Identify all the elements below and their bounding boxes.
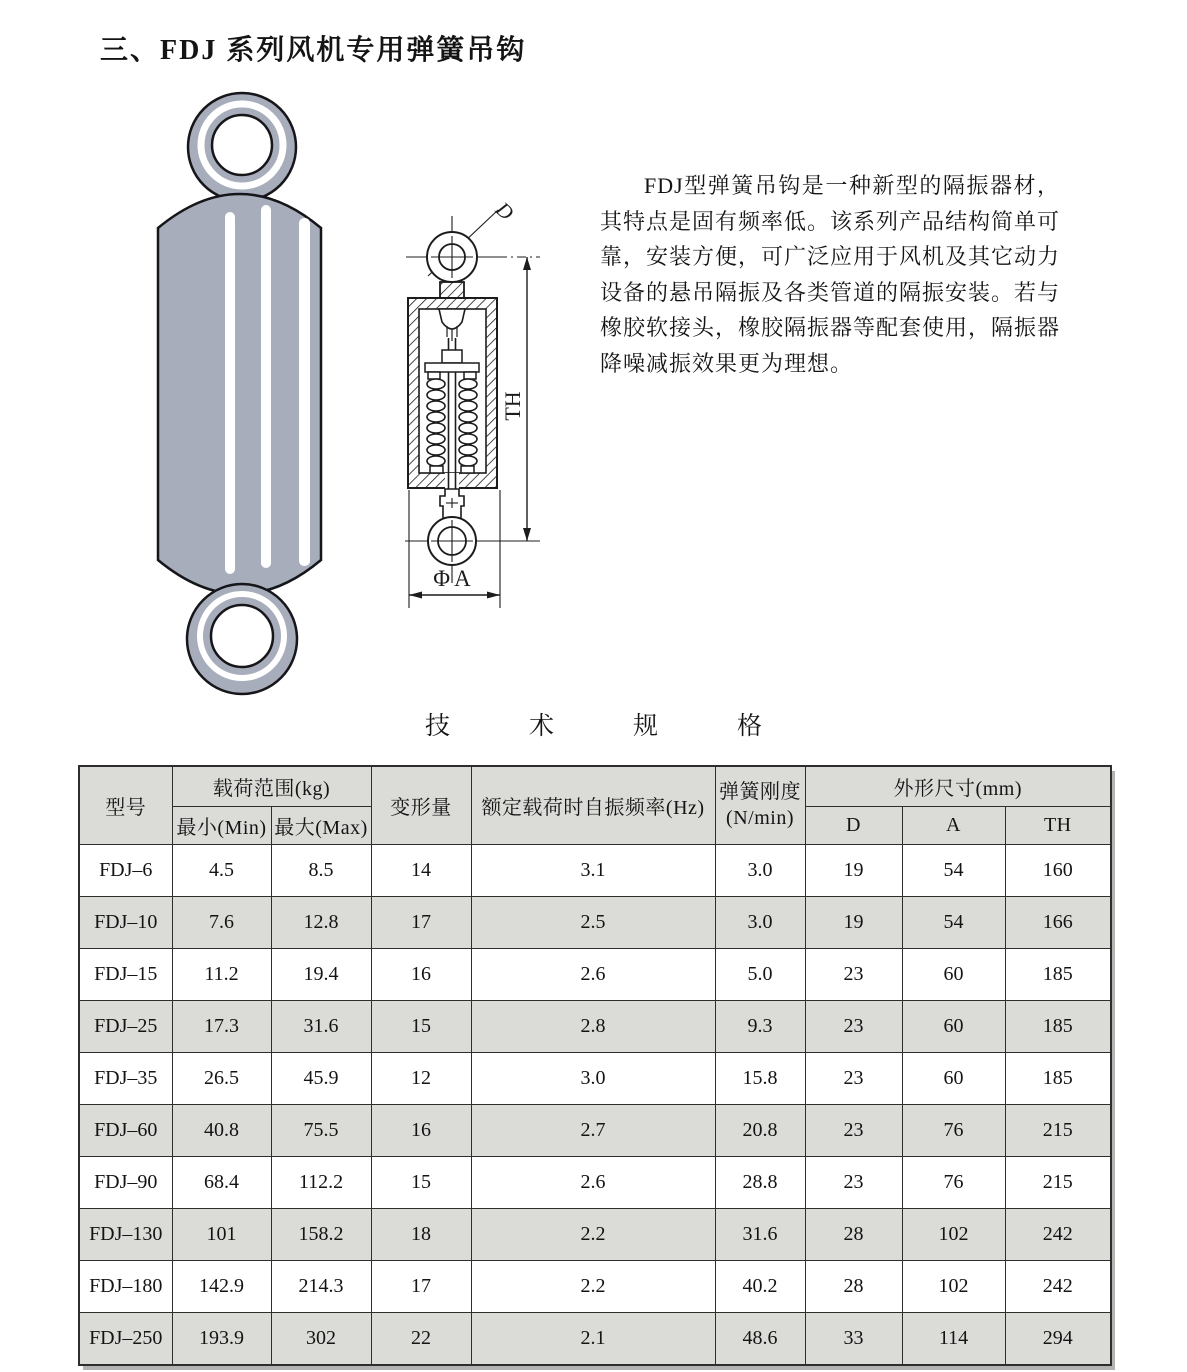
table-cell: 114 <box>902 1312 1005 1365</box>
table-cell: 302 <box>271 1312 371 1365</box>
table-cell: 22 <box>371 1312 471 1365</box>
table-cell: 15 <box>371 1000 471 1052</box>
table-cell: 2.8 <box>471 1000 715 1052</box>
bottom-eye-ring <box>187 584 297 694</box>
table-cell: 75.5 <box>271 1104 371 1156</box>
header-stiffness-line2: (N/min) <box>726 807 794 830</box>
header-load-range: 载荷范围(kg) <box>172 766 371 806</box>
table-cell: 8.5 <box>271 844 371 896</box>
table-cell: 214.3 <box>271 1260 371 1312</box>
table-row <box>79 1156 1111 1208</box>
table-cell: FDJ–25 <box>79 1000 172 1052</box>
table-cell: 20.8 <box>715 1104 805 1156</box>
table-cell: 215 <box>1005 1156 1111 1208</box>
table-cell: 102 <box>902 1260 1005 1312</box>
table-cell: 23 <box>805 1104 902 1156</box>
table-cell: 17 <box>371 1260 471 1312</box>
table-cell: 54 <box>902 844 1005 896</box>
header-stiffness-line1: 弹簧刚度 <box>719 781 802 804</box>
bottom-shank <box>440 489 464 519</box>
table-cell: 48.6 <box>715 1312 805 1365</box>
table-cell: 19 <box>805 896 902 948</box>
product-description: FDJ型弹簧吊钩是一种新型的隔振器材，其特点是固有频率低。该系列产品结构简单可靠，安装方便，可广泛应用于风机及其它动力设备的悬吊隔振及各类管道的隔振安装。若与橡胶软接头，橡胶隔振器等配套使用，隔振器降噪减振效果更为理想。 <box>600 173 1061 376</box>
table-cell: 160 <box>1005 844 1111 896</box>
header-model: 型号 <box>79 766 172 844</box>
table-row <box>79 948 1111 1000</box>
table-cell: 14 <box>371 844 471 896</box>
table-cell: 11.2 <box>172 948 271 1000</box>
table-row <box>79 1104 1111 1156</box>
table-cell: 193.9 <box>172 1312 271 1365</box>
table-cell: 2.2 <box>471 1260 715 1312</box>
table-row <box>79 1000 1111 1052</box>
table-cell: 45.9 <box>271 1052 371 1104</box>
table-cell: 112.2 <box>271 1156 371 1208</box>
table-cell: FDJ–180 <box>79 1260 172 1312</box>
table-cell: 76 <box>902 1104 1005 1156</box>
dimension-th <box>500 257 531 541</box>
table-cell: 19.4 <box>271 948 371 1000</box>
table-cell: 5.0 <box>715 948 805 1000</box>
table-cell: 60 <box>902 1000 1005 1052</box>
table-cell: 15.8 <box>715 1052 805 1104</box>
table-cell: 19 <box>805 844 902 896</box>
table-cell: 15 <box>371 1156 471 1208</box>
table-cell: FDJ–250 <box>79 1312 172 1365</box>
table-cell: 12.8 <box>271 896 371 948</box>
page-title: 三、FDJ 系列风机专用弹簧吊钩 <box>100 35 527 66</box>
table-cell: 60 <box>902 948 1005 1000</box>
table-cell: 18 <box>371 1208 471 1260</box>
phi-a-label: ΦA <box>433 566 475 591</box>
table-cell: 23 <box>805 948 902 1000</box>
table-cell: 215 <box>1005 1104 1111 1156</box>
table-cell: 68.4 <box>172 1156 271 1208</box>
table-cell: 16 <box>371 948 471 1000</box>
table-cell: 40.2 <box>715 1260 805 1312</box>
table-cell: 54 <box>902 896 1005 948</box>
table-cell: FDJ–6 <box>79 844 172 896</box>
table-row <box>79 1260 1111 1312</box>
table-cell: 7.6 <box>172 896 271 948</box>
table-cell: 142.9 <box>172 1260 271 1312</box>
table-cell: 2.5 <box>471 896 715 948</box>
table-cell: 2.1 <box>471 1312 715 1365</box>
table-cell: 16 <box>371 1104 471 1156</box>
table-cell: 3.0 <box>715 844 805 896</box>
table-cell: 60 <box>902 1052 1005 1104</box>
header-dimensions: 外形尺寸(mm) <box>805 766 1111 806</box>
table-cell: FDJ–35 <box>79 1052 172 1104</box>
table-cell: 31.6 <box>271 1000 371 1052</box>
table-cell: 23 <box>805 1156 902 1208</box>
table-cell: 17 <box>371 896 471 948</box>
technical-drawing <box>398 188 603 623</box>
table-cell: FDJ–60 <box>79 1104 172 1156</box>
table-cell: 2.6 <box>471 1156 715 1208</box>
table-cell: 166 <box>1005 896 1111 948</box>
table-cell: 28.8 <box>715 1156 805 1208</box>
table-cell: 294 <box>1005 1312 1111 1365</box>
table-row <box>79 1208 1111 1260</box>
table-cell: 26.5 <box>172 1052 271 1104</box>
hanger-body <box>158 194 321 594</box>
table-cell: FDJ–130 <box>79 1208 172 1260</box>
table-cell: 102 <box>902 1208 1005 1260</box>
table-cell: FDJ–15 <box>79 948 172 1000</box>
section-heading: 技 术 规 格 <box>424 713 763 740</box>
table-cell: 3.0 <box>715 896 805 948</box>
table-cell: 3.0 <box>471 1052 715 1104</box>
product-illustration <box>150 85 380 700</box>
table-cell: FDJ–90 <box>79 1156 172 1208</box>
table-cell: 2.6 <box>471 948 715 1000</box>
highlight-stripe <box>261 205 271 568</box>
table-cell: 28 <box>805 1260 902 1312</box>
header-max: 最大(Max) <box>271 806 371 844</box>
dimension-phi-a <box>409 566 500 599</box>
highlight-stripe <box>225 212 235 574</box>
table-cell: FDJ–10 <box>79 896 172 948</box>
header-frequency: 额定载荷时自振频率(Hz) <box>471 766 715 844</box>
top-eye-ring <box>188 93 296 201</box>
table-cell: 17.3 <box>172 1000 271 1052</box>
table-cell: 185 <box>1005 1000 1111 1052</box>
highlight-stripe <box>299 218 310 566</box>
table-cell: 23 <box>805 1000 902 1052</box>
d-label: D <box>491 197 519 225</box>
header-stiffness <box>715 766 805 844</box>
table-cell: 242 <box>1005 1208 1111 1260</box>
table-cell: 2.7 <box>471 1104 715 1156</box>
table-cell: 3.1 <box>471 844 715 896</box>
table-cell: 12 <box>371 1052 471 1104</box>
table-cell: 185 <box>1005 1052 1111 1104</box>
table-cell: 242 <box>1005 1260 1111 1312</box>
table-cell: 40.8 <box>172 1104 271 1156</box>
table-cell: 4.5 <box>172 844 271 896</box>
header-min: 最小(Min) <box>172 806 271 844</box>
header-th: TH <box>1005 806 1111 844</box>
table-cell: 185 <box>1005 948 1111 1000</box>
table-cell: 2.2 <box>471 1208 715 1260</box>
header-deformation: 变形量 <box>371 766 471 844</box>
table-cell: 31.6 <box>715 1208 805 1260</box>
header-a: A <box>902 806 1005 844</box>
table-cell: 101 <box>172 1208 271 1260</box>
spec-table-body <box>79 844 1111 1365</box>
header-d: D <box>805 806 902 844</box>
table-cell: 76 <box>902 1156 1005 1208</box>
table-cell: 9.3 <box>715 1000 805 1052</box>
table-cell: 158.2 <box>271 1208 371 1260</box>
table-row <box>79 844 1111 896</box>
th-label: TH <box>500 391 525 421</box>
spec-table-header <box>79 766 1111 844</box>
spec-table <box>78 765 1112 1366</box>
table-cell: 28 <box>805 1208 902 1260</box>
table-row <box>79 1312 1111 1365</box>
table-row <box>79 896 1111 948</box>
table-row <box>79 1052 1111 1104</box>
table-cell: 23 <box>805 1052 902 1104</box>
table-cell: 33 <box>805 1312 902 1365</box>
